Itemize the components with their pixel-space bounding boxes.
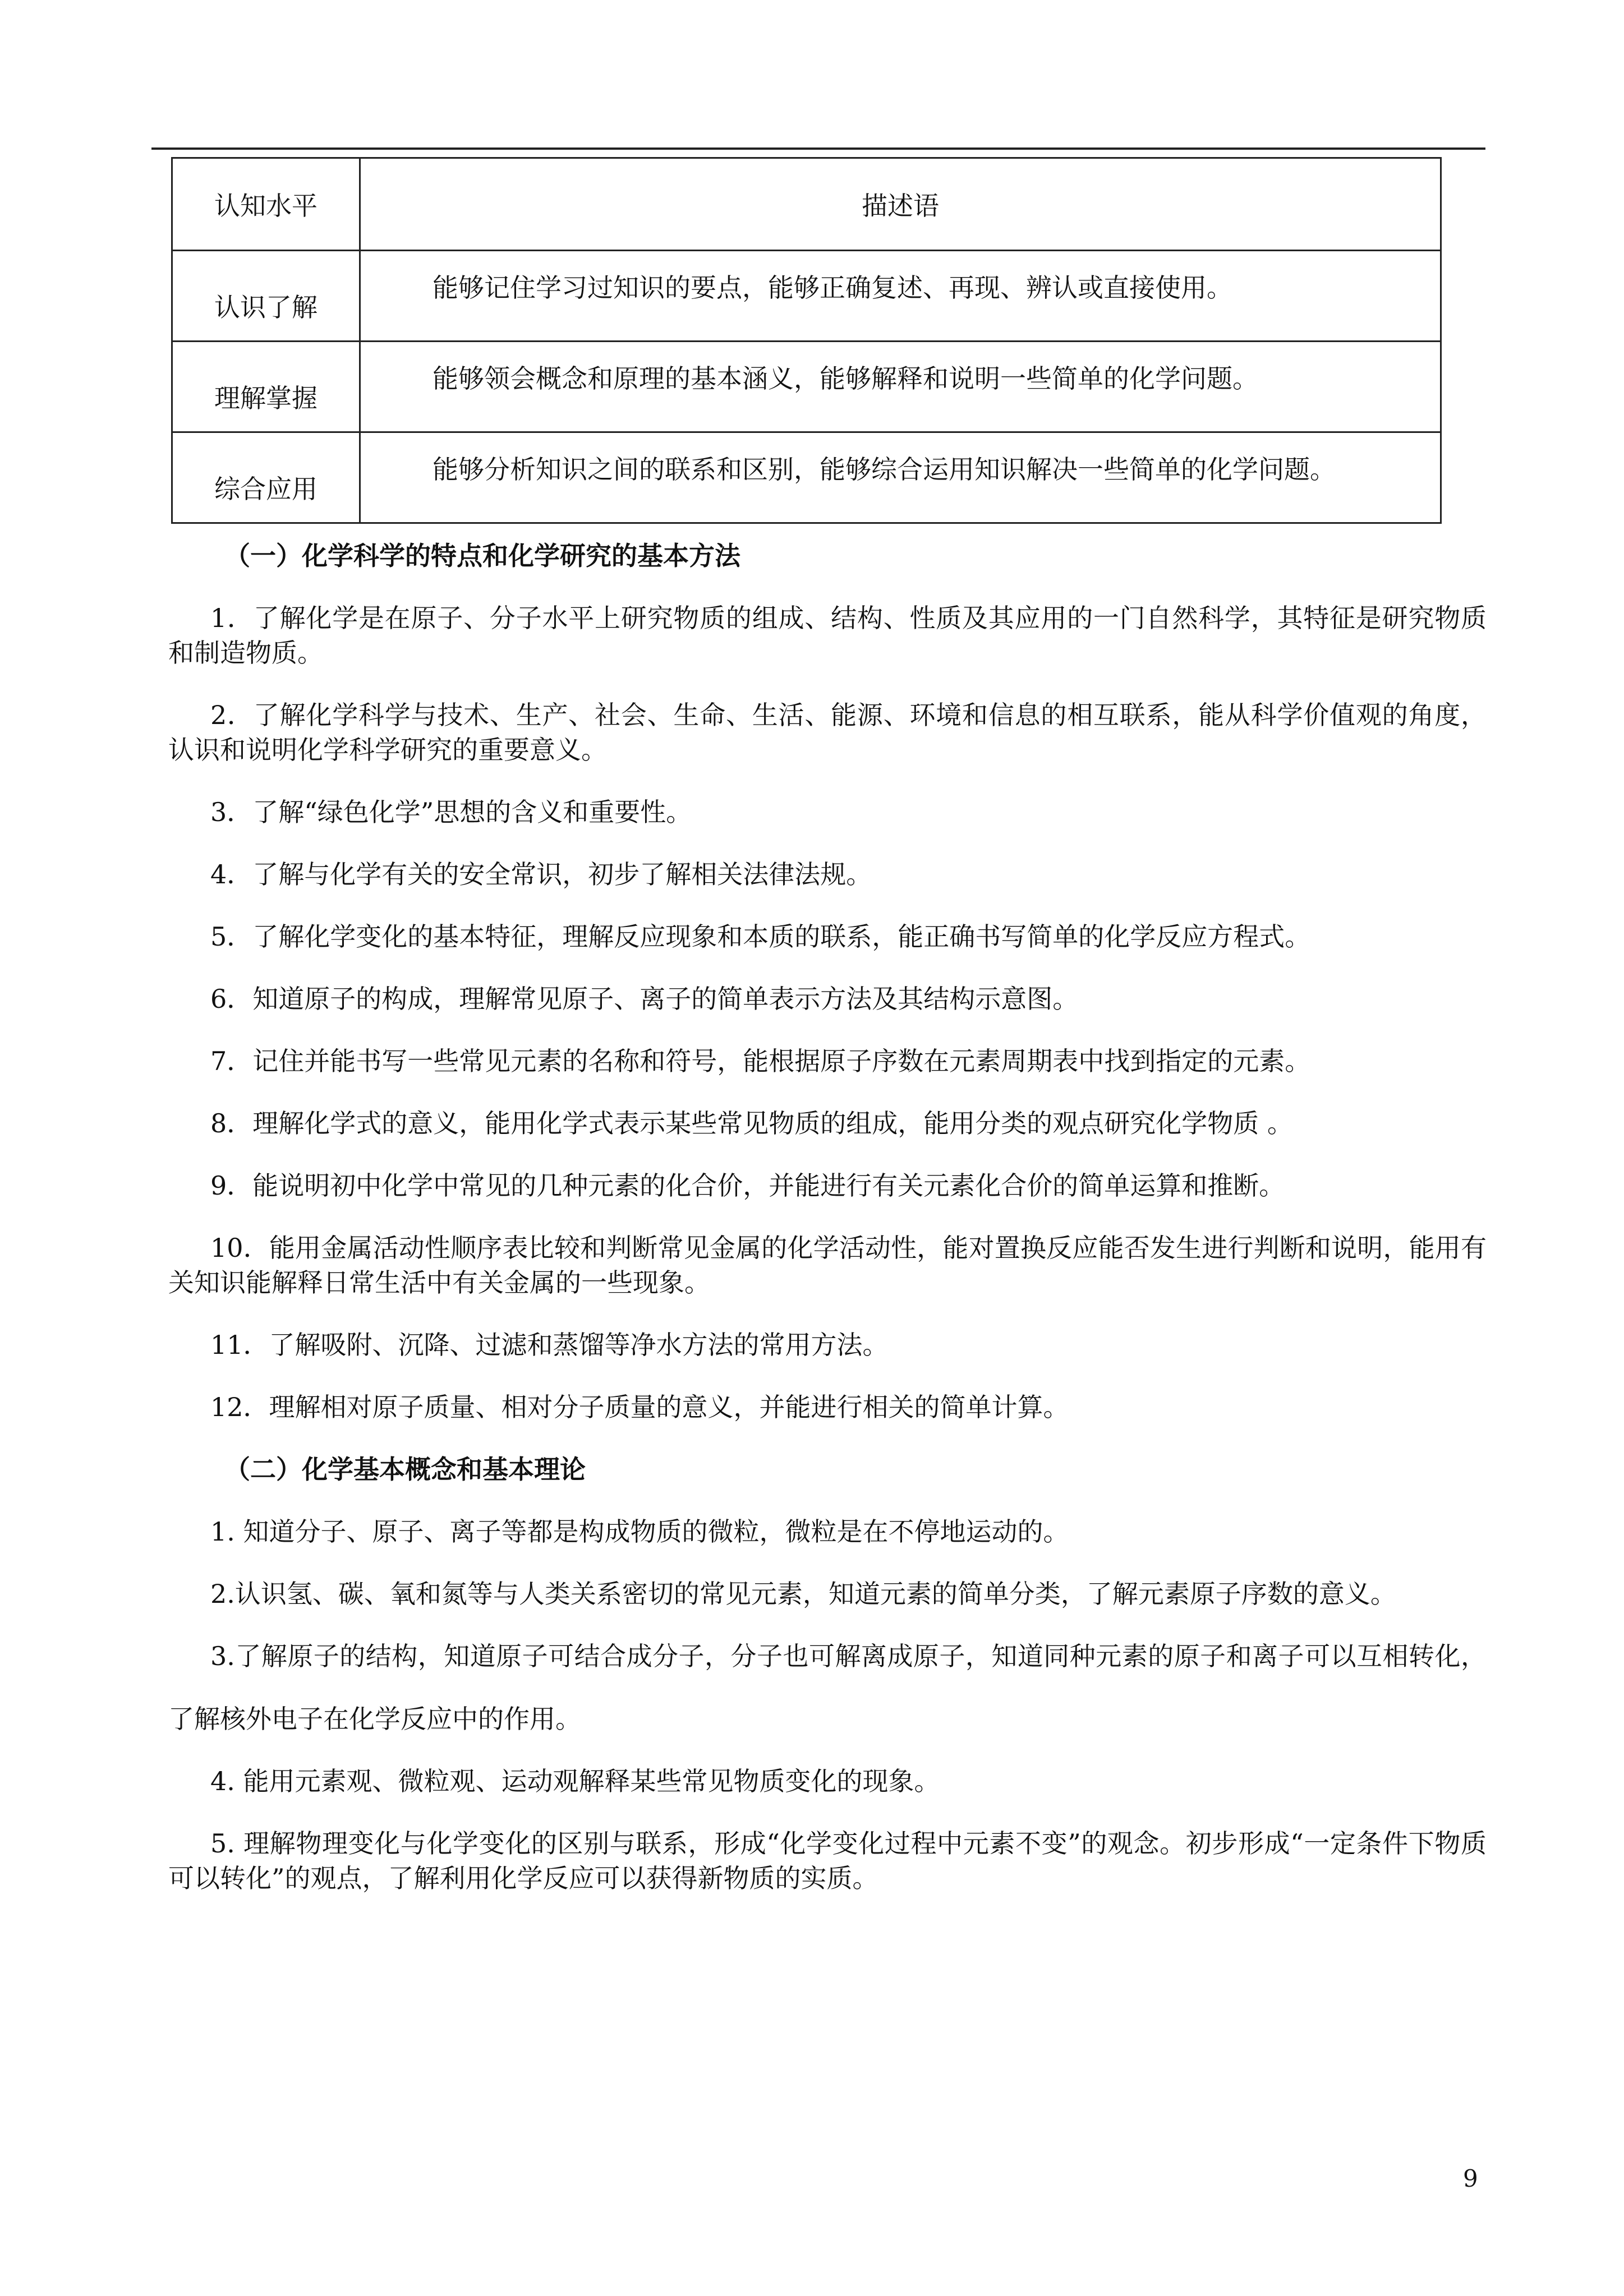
table-row: [172, 251, 1441, 342]
list-item: 8．理解化学式的意义，能用化学式表示某些常见物质的组成，能用分类的观点研究化学物质 。: [210, 1108, 1293, 1138]
list-item: 12．理解相对原子质量、相对分子质量的意义，并能进行相关的简单计算。: [210, 1392, 1069, 1422]
list-item: 1．了解化学是在原子、分子水平上研究物质的组成、结构、性质及其应用的一门自然科学，其特征是研究物质和制造物质。: [168, 603, 1487, 668]
list-item: 2.认识氢、碳、氧和氮等与人类关系密切的常见元素，知道元素的简单分类，了解元素原子序数的意义。: [210, 1579, 1396, 1609]
list-item: 4．了解与化学有关的安全常识，初步了解相关法律法规。: [210, 859, 872, 889]
list-item: 6．知道原子的构成，理解常见原子、离子的简单表示方法及其结构示意图。: [210, 984, 1079, 1014]
table-row: [172, 432, 1441, 523]
header-rule: [151, 147, 1485, 150]
row-desc: 能够记住学习过知识的要点，能够正确复述、再现、辨认或直接使用。: [360, 251, 1441, 342]
section-title: （一）化学科学的特点和化学研究的基本方法: [224, 541, 740, 571]
header-level: 认知水平: [172, 158, 360, 251]
row-level: 综合应用: [172, 432, 360, 523]
row-level: 理解掌握: [172, 342, 360, 432]
row-desc: 能够分析知识之间的联系和区别，能够综合运用知识解决一些简单的化学问题。: [360, 432, 1441, 523]
row-level: 认识了解: [172, 251, 360, 342]
list-item: 1. 知道分子、原子、离子等都是构成物质的微粒，微粒是在不停地运动的。: [210, 1516, 1069, 1547]
section-title: （二）化学基本概念和基本理论: [224, 1454, 586, 1484]
list-item: 11．了解吸附、沉降、过滤和蒸馏等净水方法的常用方法。: [210, 1330, 889, 1360]
table-header-row: [172, 158, 1441, 251]
row-desc: 能够领会概念和原理的基本涵义，能够解释和说明一些简单的化学问题。: [360, 342, 1441, 432]
list-item: 3.了解原子的结构，知道原子可结合成分子，分子也可解离成原子，知道同种元素的原子和离子可以互相转化，了解核外电子在化学反应中的作用。: [168, 1641, 1487, 1734]
list-item: 7．记住并能书写一些常见元素的名称和符号，能根据原子序数在元素周期表中找到指定的元素。: [210, 1046, 1311, 1076]
page-number: 9: [1463, 2165, 1478, 2192]
list-item: 4. 能用元素观、微粒观、运动观解释某些常见物质变化的现象。: [210, 1766, 940, 1796]
list-item: 5．了解化学变化的基本特征，理解反应现象和本质的联系，能正确书写简单的化学反应方程式。: [210, 921, 1311, 952]
list-item: 10．能用金属活动性顺序表比较和判断常见金属的化学活动性，能对置换反应能否发生进行判断和说明，能用有关知识能解释日常生活中有关金属的一些现象。: [168, 1233, 1487, 1298]
list-item: 2．了解化学科学与技术、生产、社会、生命、生活、能源、环境和信息的相互联系，能从科学价值观的角度，认识和说明化学科学研究的重要意义。: [168, 700, 1487, 765]
cognitive-level-table: [171, 157, 1442, 524]
list-item: 5. 理解物理变化与化学变化的区别与联系，形成“化学变化过程中元素不变”的观念。初步形成“一定条件下物质可以转化”的观点，了解利用化学反应可以获得新物质的实质。: [168, 1828, 1487, 1893]
list-item: 3．了解“绿色化学”思想的含义和重要性。: [210, 797, 692, 827]
header-desc: 描述语: [360, 158, 1441, 251]
document-body: [168, 538, 1487, 1923]
list-item: 9．能说明初中化学中常见的几种元素的化合价，并能进行有关元素化合价的简单运算和推断。: [210, 1170, 1285, 1201]
table-row: [172, 342, 1441, 432]
